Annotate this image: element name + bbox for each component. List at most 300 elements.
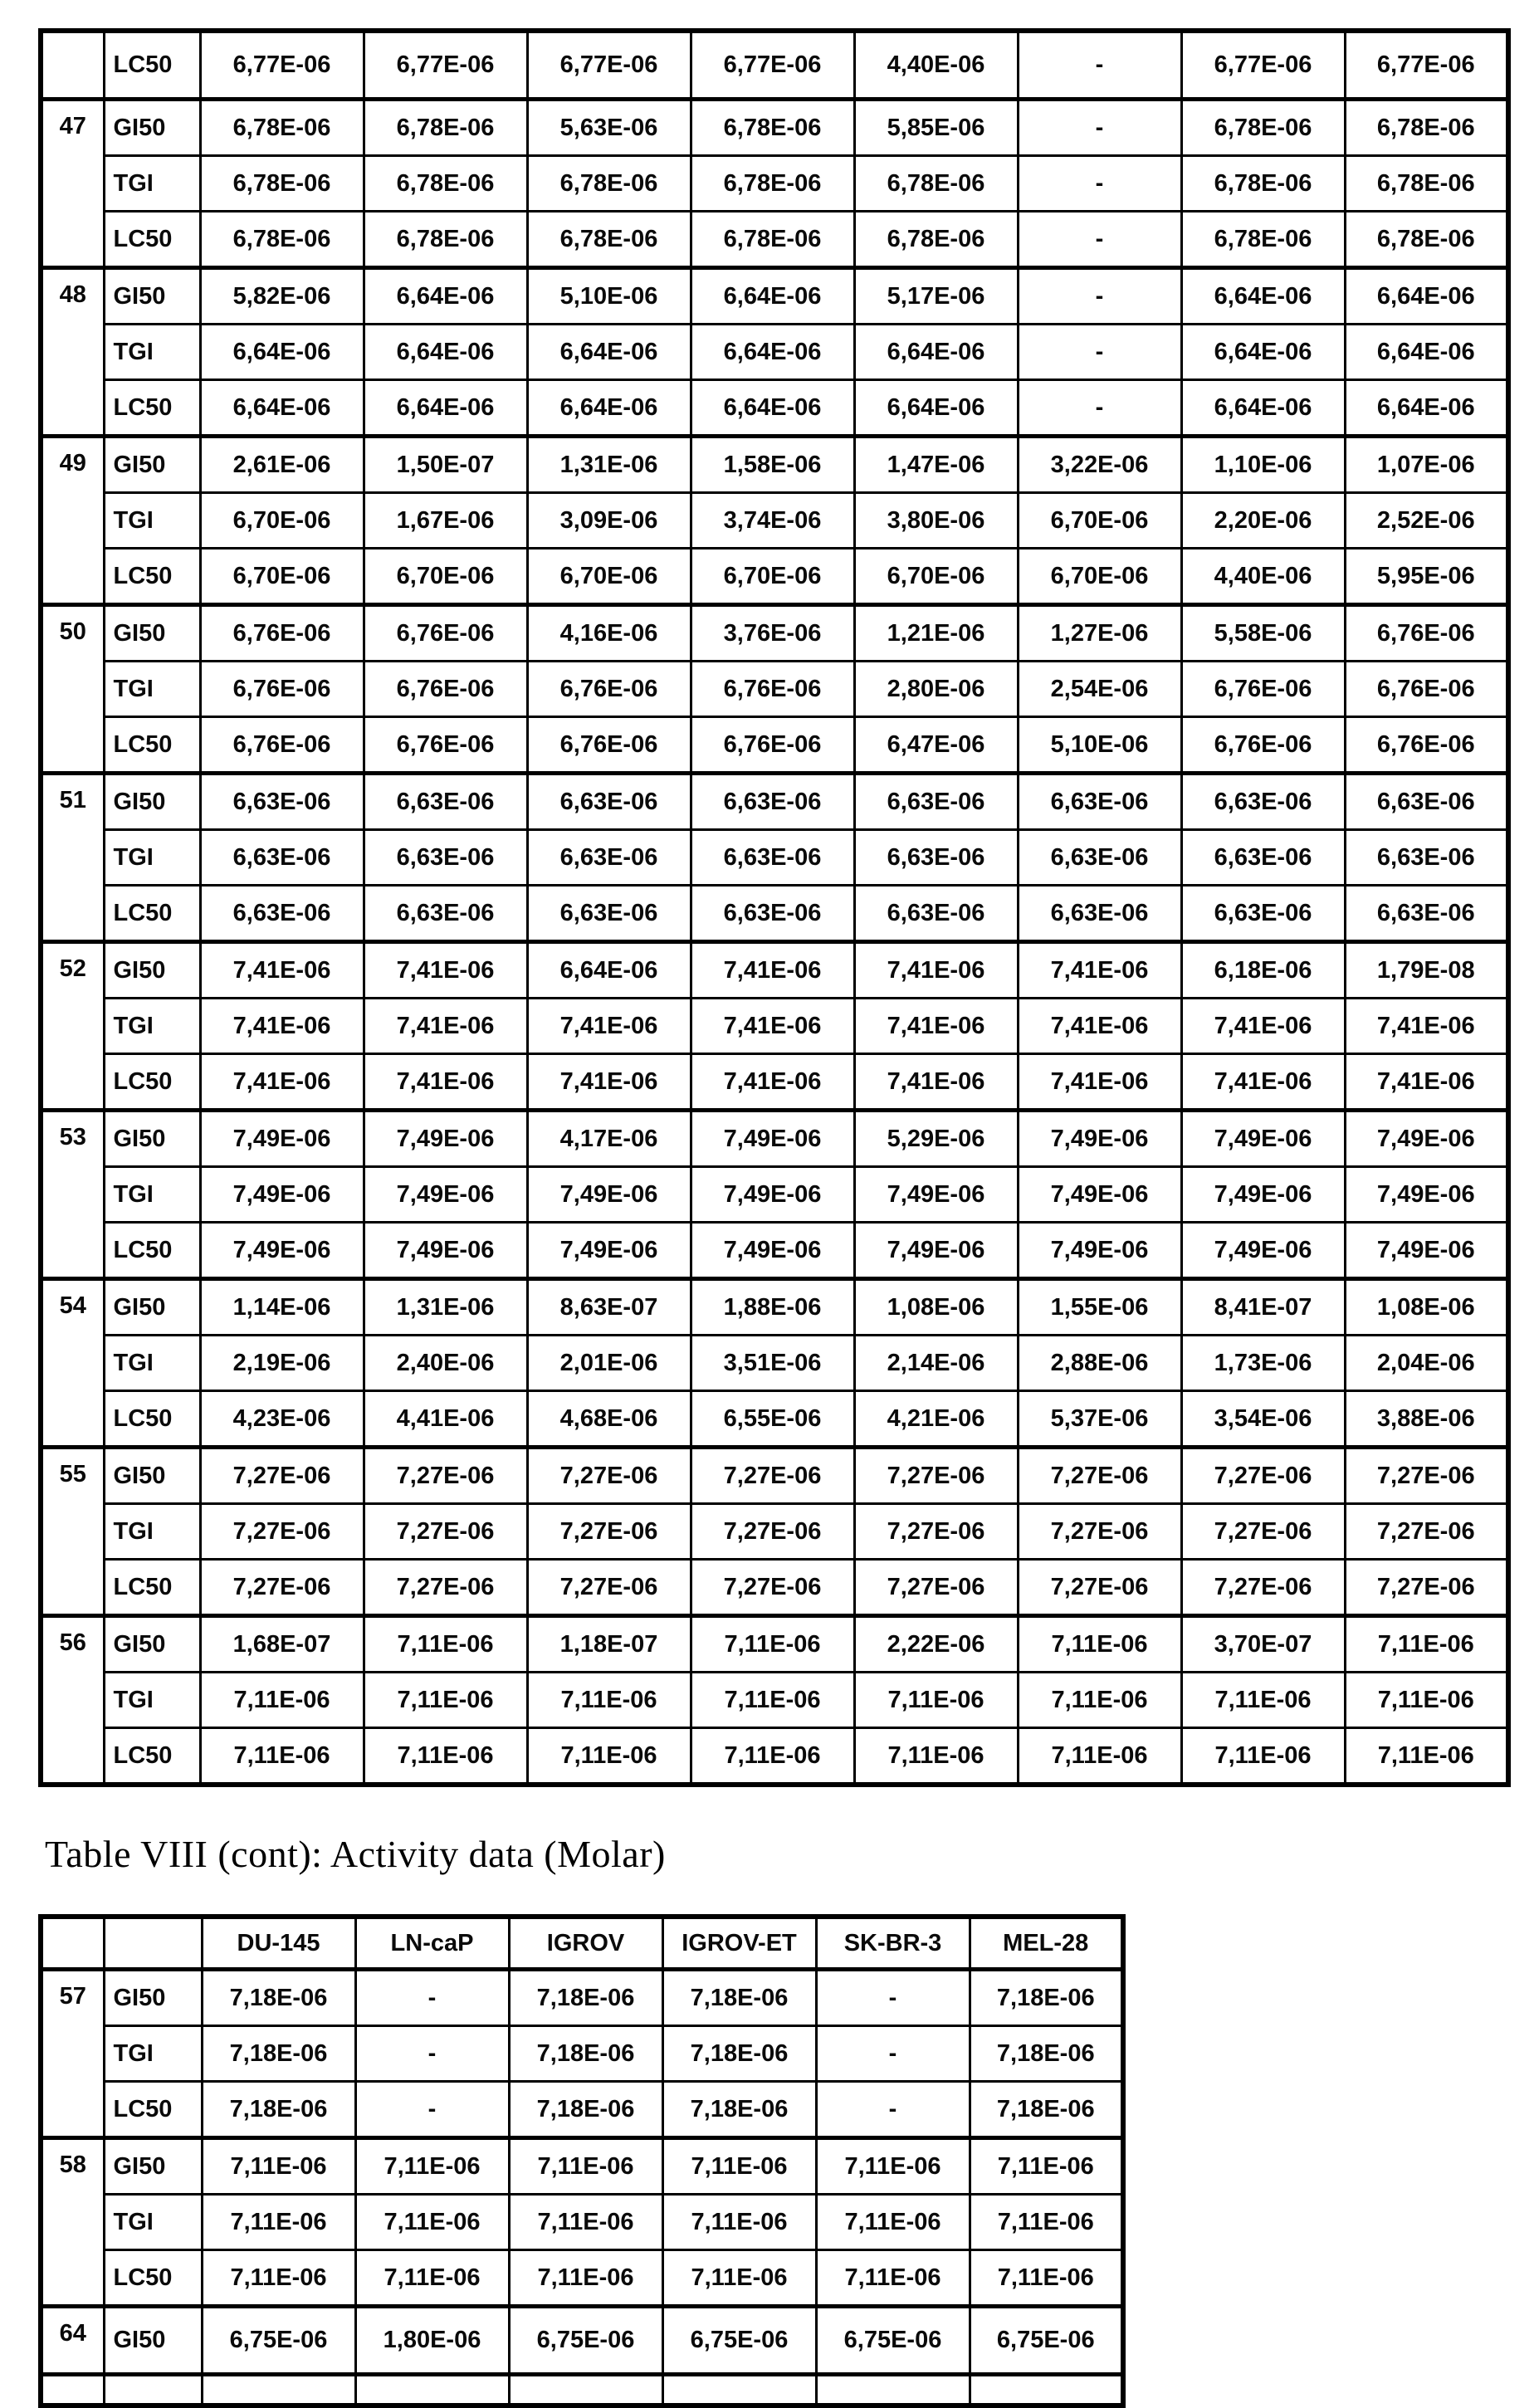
value-cell: 6,76E-06 — [200, 662, 364, 717]
value-cell: 6,76E-06 — [691, 662, 854, 717]
value-cell: 6,63E-06 — [691, 774, 854, 830]
value-cell: 6,78E-06 — [691, 100, 854, 156]
value-cell: 1,07E-06 — [1345, 437, 1508, 493]
value-cell: 1,55E-06 — [1018, 1279, 1181, 1336]
value-cell: 7,11E-06 — [509, 2138, 662, 2195]
value-cell: 6,78E-06 — [1345, 100, 1508, 156]
value-cell: 6,77E-06 — [200, 31, 364, 100]
value-cell: 6,77E-06 — [1181, 31, 1345, 100]
value-cell: 6,78E-06 — [1181, 212, 1345, 268]
value-cell: 7,41E-06 — [854, 999, 1018, 1054]
value-cell: 7,11E-06 — [691, 1673, 854, 1728]
column-header: DU-145 — [202, 1917, 355, 1970]
value-cell: 7,11E-06 — [1018, 1728, 1181, 1785]
value-cell: 7,27E-06 — [1018, 1560, 1181, 1616]
value-cell: 4,16E-06 — [527, 605, 691, 662]
value-cell: - — [1018, 31, 1181, 100]
value-cell: 6,70E-06 — [691, 549, 854, 605]
table-row — [41, 2138, 1123, 2195]
value-cell: 7,11E-06 — [202, 2138, 355, 2195]
value-cell: 6,63E-06 — [1345, 830, 1508, 886]
value-cell: 7,49E-06 — [1018, 1167, 1181, 1223]
value-cell: - — [816, 2026, 970, 2082]
table-row — [41, 774, 1508, 830]
value-cell: 4,40E-06 — [854, 31, 1018, 100]
value-cell: 6,63E-06 — [1018, 886, 1181, 942]
table-row — [41, 1504, 1508, 1560]
value-cell: 7,27E-06 — [200, 1448, 364, 1504]
value-cell: 7,27E-06 — [527, 1504, 691, 1560]
value-cell: 1,79E-08 — [1345, 942, 1508, 999]
assay-cell: TGI — [104, 1167, 200, 1223]
value-cell: 5,82E-06 — [200, 268, 364, 325]
assay-cell: LC50 — [104, 2082, 202, 2138]
value-cell: 7,18E-06 — [202, 2082, 355, 2138]
value-cell: 7,49E-06 — [364, 1167, 527, 1223]
table-row — [41, 31, 1508, 100]
table-row-partial — [41, 2375, 1123, 2406]
value-cell: 6,63E-06 — [527, 886, 691, 942]
table-row — [41, 2195, 1123, 2250]
value-cell: 1,21E-06 — [854, 605, 1018, 662]
empty-cell — [662, 2375, 816, 2406]
value-cell: 4,17E-06 — [527, 1111, 691, 1167]
assay-cell: GI50 — [104, 2138, 202, 2195]
table-row — [41, 549, 1508, 605]
column-header: MEL-28 — [970, 1917, 1123, 1970]
value-cell: 5,10E-06 — [1018, 717, 1181, 774]
value-cell: 6,78E-06 — [691, 212, 854, 268]
row-number-cell: 49 — [41, 437, 104, 605]
value-cell: 7,49E-06 — [1181, 1111, 1345, 1167]
value-cell: 7,27E-06 — [1018, 1504, 1181, 1560]
value-cell: 6,64E-06 — [527, 942, 691, 999]
assay-cell: GI50 — [104, 942, 200, 999]
value-cell: 6,76E-06 — [200, 717, 364, 774]
assay-cell: GI50 — [104, 1448, 200, 1504]
value-cell: 6,78E-06 — [200, 212, 364, 268]
row-number-cell: 52 — [41, 942, 104, 1111]
empty-cell — [970, 2375, 1123, 2406]
value-cell: 7,49E-06 — [1345, 1167, 1508, 1223]
row-number-cell: 57 — [41, 1970, 104, 2138]
value-cell: 7,11E-06 — [364, 1673, 527, 1728]
value-cell: 7,11E-06 — [854, 1728, 1018, 1785]
value-cell: - — [355, 2082, 509, 2138]
assay-cell: GI50 — [104, 1616, 200, 1673]
assay-cell: LC50 — [104, 886, 200, 942]
value-cell: 7,27E-06 — [854, 1560, 1018, 1616]
value-cell: 7,27E-06 — [1345, 1560, 1508, 1616]
value-cell: 6,63E-06 — [1345, 774, 1508, 830]
table-row — [41, 1448, 1508, 1504]
value-cell: 7,18E-06 — [970, 2082, 1123, 2138]
value-cell: 4,40E-06 — [1181, 549, 1345, 605]
value-cell: 5,10E-06 — [527, 268, 691, 325]
value-cell: 7,41E-06 — [691, 1054, 854, 1111]
value-cell: 7,11E-06 — [202, 2250, 355, 2307]
value-cell: 7,49E-06 — [691, 1223, 854, 1279]
value-cell: 7,18E-06 — [509, 2026, 662, 2082]
value-cell: 7,41E-06 — [527, 999, 691, 1054]
row-number-cell: 56 — [41, 1616, 104, 1785]
column-header: SK-BR-3 — [816, 1917, 970, 1970]
value-cell: 6,64E-06 — [1181, 325, 1345, 380]
value-cell: 6,63E-06 — [1181, 886, 1345, 942]
value-cell: 7,18E-06 — [509, 2082, 662, 2138]
value-cell: 7,27E-06 — [854, 1448, 1018, 1504]
value-cell: 7,49E-06 — [854, 1167, 1018, 1223]
assay-cell: LC50 — [104, 212, 200, 268]
value-cell: 7,18E-06 — [662, 2082, 816, 2138]
assay-cell: LC50 — [104, 549, 200, 605]
value-cell: 7,18E-06 — [509, 1970, 662, 2026]
table-row — [41, 662, 1508, 717]
value-cell: 6,64E-06 — [691, 268, 854, 325]
empty-cell — [202, 2375, 355, 2406]
value-cell: 1,67E-06 — [364, 493, 527, 549]
value-cell: 7,27E-06 — [691, 1448, 854, 1504]
value-cell: 6,63E-06 — [691, 886, 854, 942]
table-row — [41, 325, 1508, 380]
value-cell: - — [1018, 325, 1181, 380]
value-cell: 7,18E-06 — [202, 2026, 355, 2082]
value-cell: 6,64E-06 — [1345, 380, 1508, 437]
value-cell: 7,27E-06 — [1181, 1560, 1345, 1616]
value-cell: 6,64E-06 — [200, 325, 364, 380]
value-cell: 7,11E-06 — [970, 2250, 1123, 2307]
value-cell: 1,18E-07 — [527, 1616, 691, 1673]
value-cell: 7,49E-06 — [1345, 1111, 1508, 1167]
value-cell: 6,70E-06 — [854, 549, 1018, 605]
assay-cell: GI50 — [104, 268, 200, 325]
value-cell: 6,76E-06 — [1181, 717, 1345, 774]
value-cell: 6,63E-06 — [1345, 886, 1508, 942]
table-row — [41, 830, 1508, 886]
table-row — [41, 942, 1508, 999]
table-row — [41, 1054, 1508, 1111]
value-cell: 5,95E-06 — [1345, 549, 1508, 605]
assay-cell: GI50 — [104, 774, 200, 830]
value-cell: 7,49E-06 — [1018, 1111, 1181, 1167]
value-cell: 2,20E-06 — [1181, 493, 1345, 549]
assay-cell: TGI — [104, 325, 200, 380]
activity-table-bottom — [38, 1914, 1126, 2408]
value-cell: 6,77E-06 — [527, 31, 691, 100]
value-cell: 2,54E-06 — [1018, 662, 1181, 717]
assay-cell: LC50 — [104, 2250, 202, 2307]
empty-cell — [355, 2375, 509, 2406]
value-cell: 7,11E-06 — [1018, 1616, 1181, 1673]
table-row — [41, 717, 1508, 774]
value-cell: 1,27E-06 — [1018, 605, 1181, 662]
value-cell: 6,75E-06 — [970, 2307, 1123, 2375]
column-header: IGROV-ET — [662, 1917, 816, 1970]
value-cell: 2,04E-06 — [1345, 1336, 1508, 1391]
value-cell: 7,11E-06 — [816, 2250, 970, 2307]
assay-cell: LC50 — [104, 1728, 200, 1785]
value-cell: 1,08E-06 — [1345, 1279, 1508, 1336]
value-cell: 7,41E-06 — [1018, 999, 1181, 1054]
value-cell: 1,47E-06 — [854, 437, 1018, 493]
value-cell: 7,18E-06 — [662, 2026, 816, 2082]
row-number-cell: 53 — [41, 1111, 104, 1279]
value-cell: 7,27E-06 — [1345, 1504, 1508, 1560]
value-cell: 6,63E-06 — [1181, 830, 1345, 886]
value-cell: 7,27E-06 — [691, 1504, 854, 1560]
value-cell: 6,76E-06 — [364, 717, 527, 774]
value-cell: 6,63E-06 — [364, 774, 527, 830]
value-cell: 4,41E-06 — [364, 1391, 527, 1448]
value-cell: 7,41E-06 — [527, 1054, 691, 1111]
table-row — [41, 1391, 1508, 1448]
value-cell: 7,49E-06 — [691, 1111, 854, 1167]
row-number-cell — [41, 31, 104, 100]
assay-cell: GI50 — [104, 1970, 202, 2026]
value-cell: 1,08E-06 — [854, 1279, 1018, 1336]
value-cell: 6,47E-06 — [854, 717, 1018, 774]
value-cell: 7,18E-06 — [662, 1970, 816, 2026]
assay-cell: LC50 — [104, 380, 200, 437]
value-cell: 7,11E-06 — [200, 1728, 364, 1785]
value-cell: 2,61E-06 — [200, 437, 364, 493]
value-cell: 7,41E-06 — [200, 999, 364, 1054]
value-cell: 6,63E-06 — [854, 830, 1018, 886]
value-cell: 7,41E-06 — [1181, 999, 1345, 1054]
value-cell: 7,49E-06 — [1345, 1223, 1508, 1279]
value-cell: 3,74E-06 — [691, 493, 854, 549]
value-cell: 6,64E-06 — [1345, 268, 1508, 325]
value-cell: 6,64E-06 — [527, 325, 691, 380]
column-header-blank — [41, 1917, 104, 1970]
value-cell: 7,41E-06 — [691, 942, 854, 999]
value-cell: 6,63E-06 — [527, 774, 691, 830]
value-cell: 7,11E-06 — [355, 2195, 509, 2250]
table-row — [41, 1279, 1508, 1336]
value-cell: 6,78E-06 — [200, 100, 364, 156]
row-number-cell: 64 — [41, 2307, 104, 2375]
value-cell: 6,78E-06 — [854, 212, 1018, 268]
value-cell: 7,11E-06 — [509, 2250, 662, 2307]
assay-cell: GI50 — [104, 605, 200, 662]
value-cell: 6,77E-06 — [1345, 31, 1508, 100]
value-cell: - — [816, 2082, 970, 2138]
column-header: IGROV — [509, 1917, 662, 1970]
table-row — [41, 2307, 1123, 2375]
value-cell: 2,40E-06 — [364, 1336, 527, 1391]
value-cell: 6,75E-06 — [202, 2307, 355, 2375]
value-cell: 6,64E-06 — [691, 325, 854, 380]
value-cell: 6,78E-06 — [1345, 212, 1508, 268]
value-cell: 7,18E-06 — [970, 2026, 1123, 2082]
value-cell: 6,18E-06 — [1181, 942, 1345, 999]
assay-cell: LC50 — [104, 717, 200, 774]
row-number-cell: 54 — [41, 1279, 104, 1448]
value-cell: 6,70E-06 — [527, 549, 691, 605]
value-cell: - — [355, 1970, 509, 2026]
assay-cell: LC50 — [104, 31, 200, 100]
assay-cell: GI50 — [104, 1279, 200, 1336]
value-cell: 6,78E-06 — [691, 156, 854, 212]
value-cell: 7,11E-06 — [691, 1616, 854, 1673]
value-cell: 7,27E-06 — [200, 1560, 364, 1616]
value-cell: 6,78E-06 — [854, 156, 1018, 212]
value-cell: 7,11E-06 — [662, 2138, 816, 2195]
value-cell: 7,11E-06 — [691, 1728, 854, 1785]
row-number-cell: 50 — [41, 605, 104, 774]
value-cell: 6,78E-06 — [1181, 100, 1345, 156]
assay-cell: TGI — [104, 1336, 200, 1391]
table-row — [41, 437, 1508, 493]
value-cell: 7,11E-06 — [364, 1616, 527, 1673]
value-cell: 7,11E-06 — [1345, 1673, 1508, 1728]
value-cell: - — [1018, 268, 1181, 325]
value-cell: 7,11E-06 — [527, 1728, 691, 1785]
value-cell: 6,78E-06 — [200, 156, 364, 212]
value-cell: 7,11E-06 — [1181, 1673, 1345, 1728]
value-cell: 7,27E-06 — [1181, 1448, 1345, 1504]
value-cell: 7,18E-06 — [970, 1970, 1123, 2026]
value-cell: 6,76E-06 — [691, 717, 854, 774]
value-cell: 3,88E-06 — [1345, 1391, 1508, 1448]
value-cell: 7,49E-06 — [1181, 1223, 1345, 1279]
value-cell: 6,75E-06 — [662, 2307, 816, 2375]
table-row — [41, 2026, 1123, 2082]
value-cell: 7,41E-06 — [200, 942, 364, 999]
value-cell: 1,50E-07 — [364, 437, 527, 493]
value-cell: 6,63E-06 — [1018, 774, 1181, 830]
value-cell: 4,68E-06 — [527, 1391, 691, 1448]
column-header-blank — [104, 1917, 202, 1970]
table-row — [41, 1560, 1508, 1616]
value-cell: 7,41E-06 — [854, 942, 1018, 999]
value-cell: 2,88E-06 — [1018, 1336, 1181, 1391]
table-row — [41, 156, 1508, 212]
value-cell: 7,27E-06 — [854, 1504, 1018, 1560]
empty-cell — [509, 2375, 662, 2406]
value-cell: 7,41E-06 — [200, 1054, 364, 1111]
value-cell: 6,70E-06 — [200, 549, 364, 605]
value-cell: 1,73E-06 — [1181, 1336, 1345, 1391]
page-title: Table VIII (cont): Activity data (Molar) — [45, 1833, 666, 1875]
value-cell: 5,63E-06 — [527, 100, 691, 156]
value-cell: 1,88E-06 — [691, 1279, 854, 1336]
value-cell: 6,76E-06 — [527, 662, 691, 717]
value-cell: 6,75E-06 — [509, 2307, 662, 2375]
value-cell: 6,78E-06 — [364, 100, 527, 156]
value-cell: 1,80E-06 — [355, 2307, 509, 2375]
value-cell: 6,64E-06 — [1181, 380, 1345, 437]
value-cell: 5,29E-06 — [854, 1111, 1018, 1167]
value-cell: 5,17E-06 — [854, 268, 1018, 325]
table-row — [41, 1970, 1123, 2026]
value-cell: 6,64E-06 — [364, 325, 527, 380]
value-cell: 3,76E-06 — [691, 605, 854, 662]
value-cell: 6,76E-06 — [1181, 662, 1345, 717]
value-cell: 7,27E-06 — [1018, 1448, 1181, 1504]
assay-cell: LC50 — [104, 1054, 200, 1111]
value-cell: 1,31E-06 — [527, 437, 691, 493]
empty-cell — [816, 2375, 970, 2406]
value-cell: 6,78E-06 — [527, 156, 691, 212]
value-cell: 6,78E-06 — [1345, 156, 1508, 212]
value-cell: - — [1018, 212, 1181, 268]
value-cell: 7,11E-06 — [1018, 1673, 1181, 1728]
value-cell: 7,11E-06 — [355, 2138, 509, 2195]
empty-cell — [41, 2375, 104, 2406]
value-cell: 7,41E-06 — [1345, 999, 1508, 1054]
value-cell: 6,64E-06 — [1181, 268, 1345, 325]
table-row — [41, 1111, 1508, 1167]
table-row — [41, 268, 1508, 325]
value-cell: 6,78E-06 — [364, 156, 527, 212]
value-cell: 6,70E-06 — [1018, 493, 1181, 549]
assay-cell: GI50 — [104, 1111, 200, 1167]
value-cell: 2,19E-06 — [200, 1336, 364, 1391]
value-cell: 6,63E-06 — [200, 774, 364, 830]
value-cell: 8,63E-07 — [527, 1279, 691, 1336]
value-cell: 5,37E-06 — [1018, 1391, 1181, 1448]
value-cell: 6,78E-06 — [527, 212, 691, 268]
value-cell: 7,11E-06 — [970, 2138, 1123, 2195]
row-number-cell: 55 — [41, 1448, 104, 1616]
value-cell: 6,63E-06 — [854, 886, 1018, 942]
value-cell: 3,80E-06 — [854, 493, 1018, 549]
value-cell: 3,70E-07 — [1181, 1616, 1345, 1673]
table-row — [41, 100, 1508, 156]
value-cell: 7,27E-06 — [1181, 1504, 1345, 1560]
value-cell: 2,22E-06 — [854, 1616, 1018, 1673]
value-cell: 7,41E-06 — [691, 999, 854, 1054]
row-number-cell: 48 — [41, 268, 104, 437]
value-cell: 7,49E-06 — [1181, 1167, 1345, 1223]
value-cell: 1,68E-07 — [200, 1616, 364, 1673]
value-cell: 6,63E-06 — [527, 830, 691, 886]
value-cell: 7,11E-06 — [662, 2195, 816, 2250]
value-cell: 7,41E-06 — [364, 1054, 527, 1111]
value-cell: 7,11E-06 — [1345, 1616, 1508, 1673]
value-cell: 5,58E-06 — [1181, 605, 1345, 662]
value-cell: 7,11E-06 — [1181, 1728, 1345, 1785]
assay-cell: GI50 — [104, 100, 200, 156]
value-cell: 7,27E-06 — [691, 1560, 854, 1616]
value-cell: 7,11E-06 — [1345, 1728, 1508, 1785]
value-cell: 7,41E-06 — [364, 999, 527, 1054]
value-cell: 6,77E-06 — [691, 31, 854, 100]
value-cell: 7,27E-06 — [1345, 1448, 1508, 1504]
value-cell: 7,49E-06 — [854, 1223, 1018, 1279]
value-cell: 6,63E-06 — [200, 886, 364, 942]
value-cell: 7,11E-06 — [509, 2195, 662, 2250]
value-cell: 6,75E-06 — [816, 2307, 970, 2375]
value-cell: 5,85E-06 — [854, 100, 1018, 156]
value-cell: 7,11E-06 — [202, 2195, 355, 2250]
value-cell: 3,09E-06 — [527, 493, 691, 549]
value-cell: 6,76E-06 — [527, 717, 691, 774]
assay-cell: GI50 — [104, 437, 200, 493]
value-cell: 7,49E-06 — [200, 1223, 364, 1279]
row-number-cell: 58 — [41, 2138, 104, 2307]
value-cell: 6,63E-06 — [200, 830, 364, 886]
value-cell: 7,27E-06 — [364, 1560, 527, 1616]
value-cell: 7,49E-06 — [200, 1111, 364, 1167]
value-cell: 6,77E-06 — [364, 31, 527, 100]
table-row — [41, 212, 1508, 268]
value-cell: 8,41E-07 — [1181, 1279, 1345, 1336]
value-cell: 7,49E-06 — [364, 1223, 527, 1279]
value-cell: 7,49E-06 — [527, 1167, 691, 1223]
row-number-cell: 51 — [41, 774, 104, 942]
